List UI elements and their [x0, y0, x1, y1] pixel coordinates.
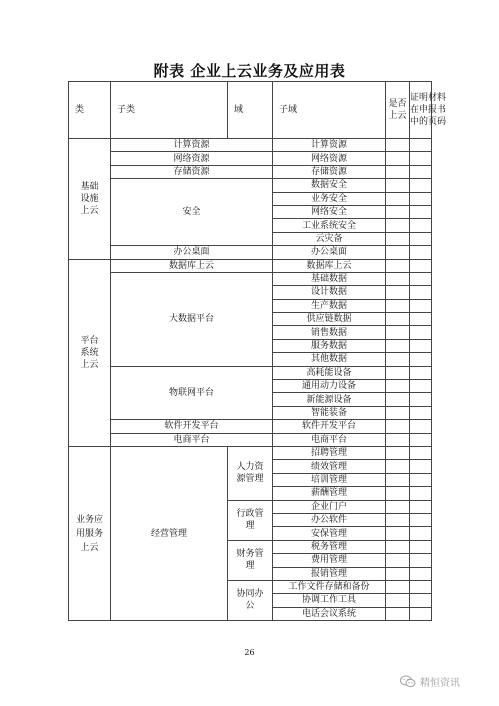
- proof-page-cell: [410, 152, 432, 165]
- subcategory-cell: 办公桌面: [111, 246, 273, 259]
- subdomain-cell: 云灾备: [273, 232, 386, 245]
- uploaded-cell: [386, 473, 410, 486]
- subdomain-cell: 企业门户: [273, 500, 386, 513]
- cloud-business-table: [68, 81, 447, 621]
- table-row: [69, 259, 432, 272]
- subdomain-cell: 协调工作工具: [273, 594, 386, 607]
- domain-cell: [228, 500, 273, 540]
- proof-page-cell: [410, 446, 432, 459]
- proof-page-cell: [410, 580, 432, 593]
- proof-page-cell: [410, 219, 432, 232]
- header-subdomain: 子域: [273, 82, 386, 139]
- proof-page-cell: [410, 473, 432, 486]
- proof-page-cell: [410, 259, 432, 272]
- domain-cell-text: 财务管理: [236, 549, 264, 572]
- proof-page-cell: [410, 487, 432, 500]
- subdomain-cell: 报销管理: [273, 567, 386, 580]
- subcategory-cell: 电商平台: [111, 433, 273, 446]
- subdomain-cell: 薪酬管理: [273, 487, 386, 500]
- proof-page-cell: [410, 139, 432, 152]
- subdomain-cell: 其他数据: [273, 353, 386, 366]
- subdomain-cell: 销售数据: [273, 326, 386, 339]
- subdomain-cell: 安保管理: [273, 527, 386, 540]
- proof-page-cell: [410, 554, 432, 567]
- category-cell-text: 业务应用服务上云: [75, 514, 103, 553]
- uploaded-cell: [386, 313, 410, 326]
- header-category: 类: [69, 82, 111, 139]
- subdomain-cell-text: 工作文件存储和备份: [288, 582, 370, 593]
- uploaded-cell: [386, 406, 410, 419]
- uploaded-cell: [386, 353, 410, 366]
- proof-page-cell: [410, 393, 432, 406]
- subdomain-cell: 电商平台: [273, 433, 386, 446]
- page-number: 26: [244, 648, 255, 657]
- table-row: [69, 366, 432, 379]
- domain-cell-text: 行政管理: [236, 509, 264, 532]
- uploaded-cell: [386, 487, 410, 500]
- proof-page-cell: [410, 353, 432, 366]
- uploaded-cell: [386, 326, 410, 339]
- proof-page-cell: [410, 272, 432, 285]
- page-title: 附表 企业上云业务及应用表: [153, 62, 346, 80]
- subdomain-cell: 办公软件: [273, 513, 386, 526]
- subdomain-cell: 电话会议系统: [273, 607, 386, 620]
- watermark: [400, 674, 460, 689]
- subdomain-cell: 绩效管理: [273, 460, 386, 473]
- subdomain-cell: 税务管理: [273, 540, 386, 553]
- table-row: [69, 152, 432, 165]
- uploaded-cell: [386, 259, 410, 272]
- subdomain-cell: 新能源设备: [273, 393, 386, 406]
- subdomain-cell: 招聘管理: [273, 446, 386, 459]
- uploaded-cell: [386, 179, 410, 192]
- category-cell: [69, 446, 111, 620]
- header-proof-page: 证明材料在申报书中的页码: [410, 82, 432, 139]
- subdomain-cell: 软件开发平台: [273, 420, 386, 433]
- table-row: [69, 246, 432, 259]
- category-cell: [69, 259, 111, 446]
- subdomain-cell: 业务安全: [273, 192, 386, 205]
- proof-page-cell: [410, 433, 432, 446]
- table-row: [69, 272, 432, 285]
- proof-page-cell: [410, 299, 432, 312]
- header-subcategory: 子类: [111, 82, 228, 139]
- subcategory-cell: 物联网平台: [111, 366, 273, 420]
- subcategory-cell: 安全: [111, 179, 273, 246]
- uploaded-cell: [386, 393, 410, 406]
- proof-page-cell: [410, 406, 432, 419]
- subdomain-cell: 生产数据: [273, 299, 386, 312]
- subcategory-cell: 数据库上云: [111, 259, 273, 272]
- uploaded-cell: [386, 139, 410, 152]
- proof-page-cell: [410, 179, 432, 192]
- uploaded-cell: [386, 420, 410, 433]
- uploaded-cell: [386, 219, 410, 232]
- proof-page-cell: [410, 567, 432, 580]
- subdomain-cell: 数据安全: [273, 179, 386, 192]
- uploaded-cell: [386, 580, 410, 593]
- subdomain-cell: 存储资源: [273, 165, 386, 178]
- subdomain-cell: 网络资源: [273, 152, 386, 165]
- proof-page-cell: [410, 540, 432, 553]
- proof-page-cell: [410, 286, 432, 299]
- proof-page-cell: [410, 420, 432, 433]
- uploaded-cell: [386, 500, 410, 513]
- proof-page-cell: [410, 232, 432, 245]
- subdomain-cell: 供应链数据: [273, 313, 386, 326]
- domain-cell: [228, 540, 273, 580]
- proof-page-cell: [410, 326, 432, 339]
- uploaded-cell: [386, 246, 410, 259]
- subdomain-cell: 计算资源: [273, 139, 386, 152]
- subcategory-cell: 软件开发平台: [111, 420, 273, 433]
- subcategory-cell: 网络资源: [111, 152, 273, 165]
- proof-page-cell: [410, 513, 432, 526]
- subdomain-cell: 设计数据: [273, 286, 386, 299]
- category-cell: [69, 139, 111, 260]
- uploaded-cell: [386, 607, 410, 620]
- table-row: [69, 420, 432, 433]
- proof-page-cell: [410, 205, 432, 218]
- proof-page-cell: [410, 313, 432, 326]
- uploaded-cell: [386, 554, 410, 567]
- proof-page-cell: [410, 500, 432, 513]
- subdomain-cell: 服务数据: [273, 339, 386, 352]
- wechat-icon: [400, 675, 416, 688]
- uploaded-cell: [386, 460, 410, 473]
- subcategory-cell: 大数据平台: [111, 272, 273, 366]
- proof-page-cell: [410, 192, 432, 205]
- subdomain-cell: 工业系统安全: [273, 219, 386, 232]
- subdomain-cell: 高耗能设备: [273, 366, 386, 379]
- subcategory-cell: 计算资源: [111, 139, 273, 152]
- subdomain-cell: 智能装备: [273, 406, 386, 419]
- uploaded-cell: [386, 339, 410, 352]
- subcategory-cell: 经营管理: [111, 446, 228, 620]
- table-row: [69, 139, 432, 152]
- subdomain-cell: 网络安全: [273, 205, 386, 218]
- uploaded-cell: [386, 527, 410, 540]
- table-row: [69, 165, 432, 178]
- subdomain-cell: 数据库上云: [273, 259, 386, 272]
- domain-cell-text: 人力资源管理: [236, 462, 264, 485]
- header-uploaded: 是否上云: [386, 82, 410, 139]
- proof-page-cell: [410, 527, 432, 540]
- subdomain-cell: [273, 580, 386, 593]
- subdomain-cell: 通用动力设备: [273, 380, 386, 393]
- uploaded-cell: [386, 165, 410, 178]
- table-row: [69, 179, 432, 192]
- proof-page-cell: [410, 366, 432, 379]
- proof-page-cell: [410, 607, 432, 620]
- proof-page-cell: [410, 380, 432, 393]
- uploaded-cell: [386, 232, 410, 245]
- uploaded-cell: [386, 272, 410, 285]
- category-cell-text: 平台系统上云: [80, 335, 99, 370]
- subcategory-cell: 存储资源: [111, 165, 273, 178]
- uploaded-cell: [386, 446, 410, 459]
- watermark-text: 精恒资讯: [420, 678, 460, 689]
- uploaded-cell: [386, 540, 410, 553]
- uploaded-cell: [386, 205, 410, 218]
- table-row: [69, 433, 432, 446]
- subdomain-cell: 办公桌面: [273, 246, 386, 259]
- uploaded-cell: [386, 380, 410, 393]
- uploaded-cell: [386, 299, 410, 312]
- proof-page-cell: [410, 339, 432, 352]
- uploaded-cell: [386, 286, 410, 299]
- subdomain-cell: 基础数据: [273, 272, 386, 285]
- proof-page-cell: [410, 246, 432, 259]
- proof-page-cell: [410, 165, 432, 178]
- header-row: [69, 82, 432, 139]
- proof-page-cell: [410, 594, 432, 607]
- domain-cell: [228, 446, 273, 500]
- subdomain-cell: 培训管理: [273, 473, 386, 486]
- uploaded-cell: [386, 433, 410, 446]
- category-cell-text: 基础设施上云: [80, 181, 99, 216]
- proof-page-cell: [410, 460, 432, 473]
- uploaded-cell: [386, 192, 410, 205]
- uploaded-cell: [386, 594, 410, 607]
- domain-cell: [228, 580, 273, 620]
- header-domain: 域: [228, 82, 273, 139]
- uploaded-cell: [386, 513, 410, 526]
- uploaded-cell: [386, 366, 410, 379]
- subdomain-cell: 费用管理: [273, 554, 386, 567]
- uploaded-cell: [386, 567, 410, 580]
- domain-cell-text: 协同办公: [236, 589, 264, 612]
- uploaded-cell: [386, 152, 410, 165]
- table-row: [69, 446, 432, 459]
